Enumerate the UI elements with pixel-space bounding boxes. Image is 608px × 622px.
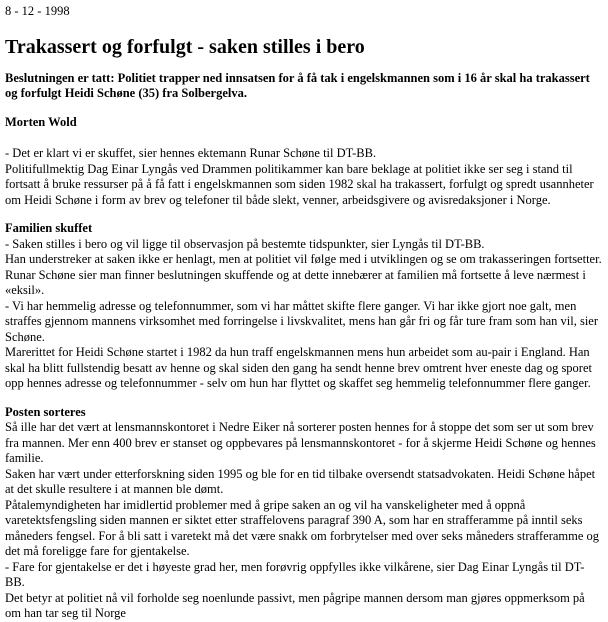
article-date: 8 - 12 - 1998 [5, 4, 70, 18]
paragraph: Så ille har det vært at lensmannskontoret i Nedre Eiker nå sorterer posten hennes for å stoppe det som ser ut som brev fra mannen. Mer enn 400 brev er stanset og oppbevares på lensmannskontoret - for å skjerme Heidi Schøne og hennes familie. [5, 420, 596, 465]
paragraph: - Det er klart vi er skuffet, sier hennes ektemann Runar Schøne til DT-BB. [5, 146, 377, 160]
section-familien-skuffet [5, 221, 603, 392]
paragraph: Saken har vært under etterforskning siden 1995 og ble for en tid tilbake oversendt statsadvokaten. Heidi Schøne håpet at det skulle resultere i at mannen ble dømt. [5, 466, 596, 496]
paragraph: - Vi har hemmelig adresse og telefonnummer, som vi har måttet skifte flere ganger. Vi har ikke gjort noe galt, men straffes gjennom mannens virksomhet med forringelse i livskvalitet, mens han går fri og får ture fram som han vil, sier Schøne. [5, 298, 599, 344]
section-posten-sorteres [5, 405, 603, 622]
article-title: Trakassert og forfulgt - saken stilles i bero [5, 35, 365, 58]
article-byline: Morten Wold [5, 114, 77, 129]
article-lead: Beslutningen er tatt: Politiet trapper ned innsatsen for å få tak i engelskmannen som i 16 år skal ha trakassert og forfulgt Heidi Schøne (35) fra Solbergelva. [5, 70, 590, 100]
paragraph: Mareritt​et for Heidi Schøne startet i 1982 da hun traff engelskmannen mens hun arbeidet som au-pair i England. Han skal ha blitt fullstendig besatt av henne og skal siden den gang ha sendt henne brev omtrent hver eneste dag og sporet opp hennes adresse og telefonnummer - selv om hun har flyttet og skaffet seg hemmelig telefonnummer flere ganger. [5, 345, 592, 390]
intro-section [5, 146, 603, 208]
paragraph: - Saken stilles i bero og vil ligge til observasjon på bestemte tidspunkter, sier Lyngås til DT-BB. [5, 236, 485, 251]
section-heading: Familien skuffet [5, 221, 93, 235]
paragraph: - Fare for gjentakelse er det i høyeste grad her, men forøvrig oppfylles ikke vilkårene, sier Dag Einar Lyngås til DT-BB. [5, 559, 585, 589]
paragraph: Han understreker at saken ikke er henlagt, men at politiet vil følge med i utviklingen og se om trakasseringen fortsetter. [5, 252, 602, 266]
paragraph: Det betyr at politiet nå vil forholde seg noenlunde passivt, men pågripe mannen dersom man gjøres oppmerksom på om han tar seg til Norge [5, 590, 585, 620]
section-heading: Posten sorteres [5, 404, 86, 419]
paragraph: Runar Schøne sier man finner beslutningen skuffende og at dette innebærer at familien må fortsette å leve nærmest i «eksil». [5, 267, 586, 297]
paragraph: Påtalemyndigheten har imidlertid problemer med å gripe saken an og vil ha vanskeligheter med å oppnå varetektsfengsling siden mannen er siktet etter straffelovens paragraf 390 A, som har en strafferamme på inntil seks måneders fengsel. For å bli satt i varetekt må det være snakk om forbrytelser med over seks måneders strafferamme og det må foreligge fare for gjentakelse. [5, 497, 600, 558]
paragraph: Politifullmektig Dag Einar Lyngås ved Drammen politikammer kan bare beklage at politiet ikke ser seg i stand til fortsatt å bruke ressurser på å få fatt i engelskmannen som siden 1982 skal ha trakassert, forfulgt og spredt usannheter om Heidi Schøne i form av brev og telefoner til både slekt, venner, arbeidsgivere og avisredaksjoner i Norge. [5, 161, 594, 207]
